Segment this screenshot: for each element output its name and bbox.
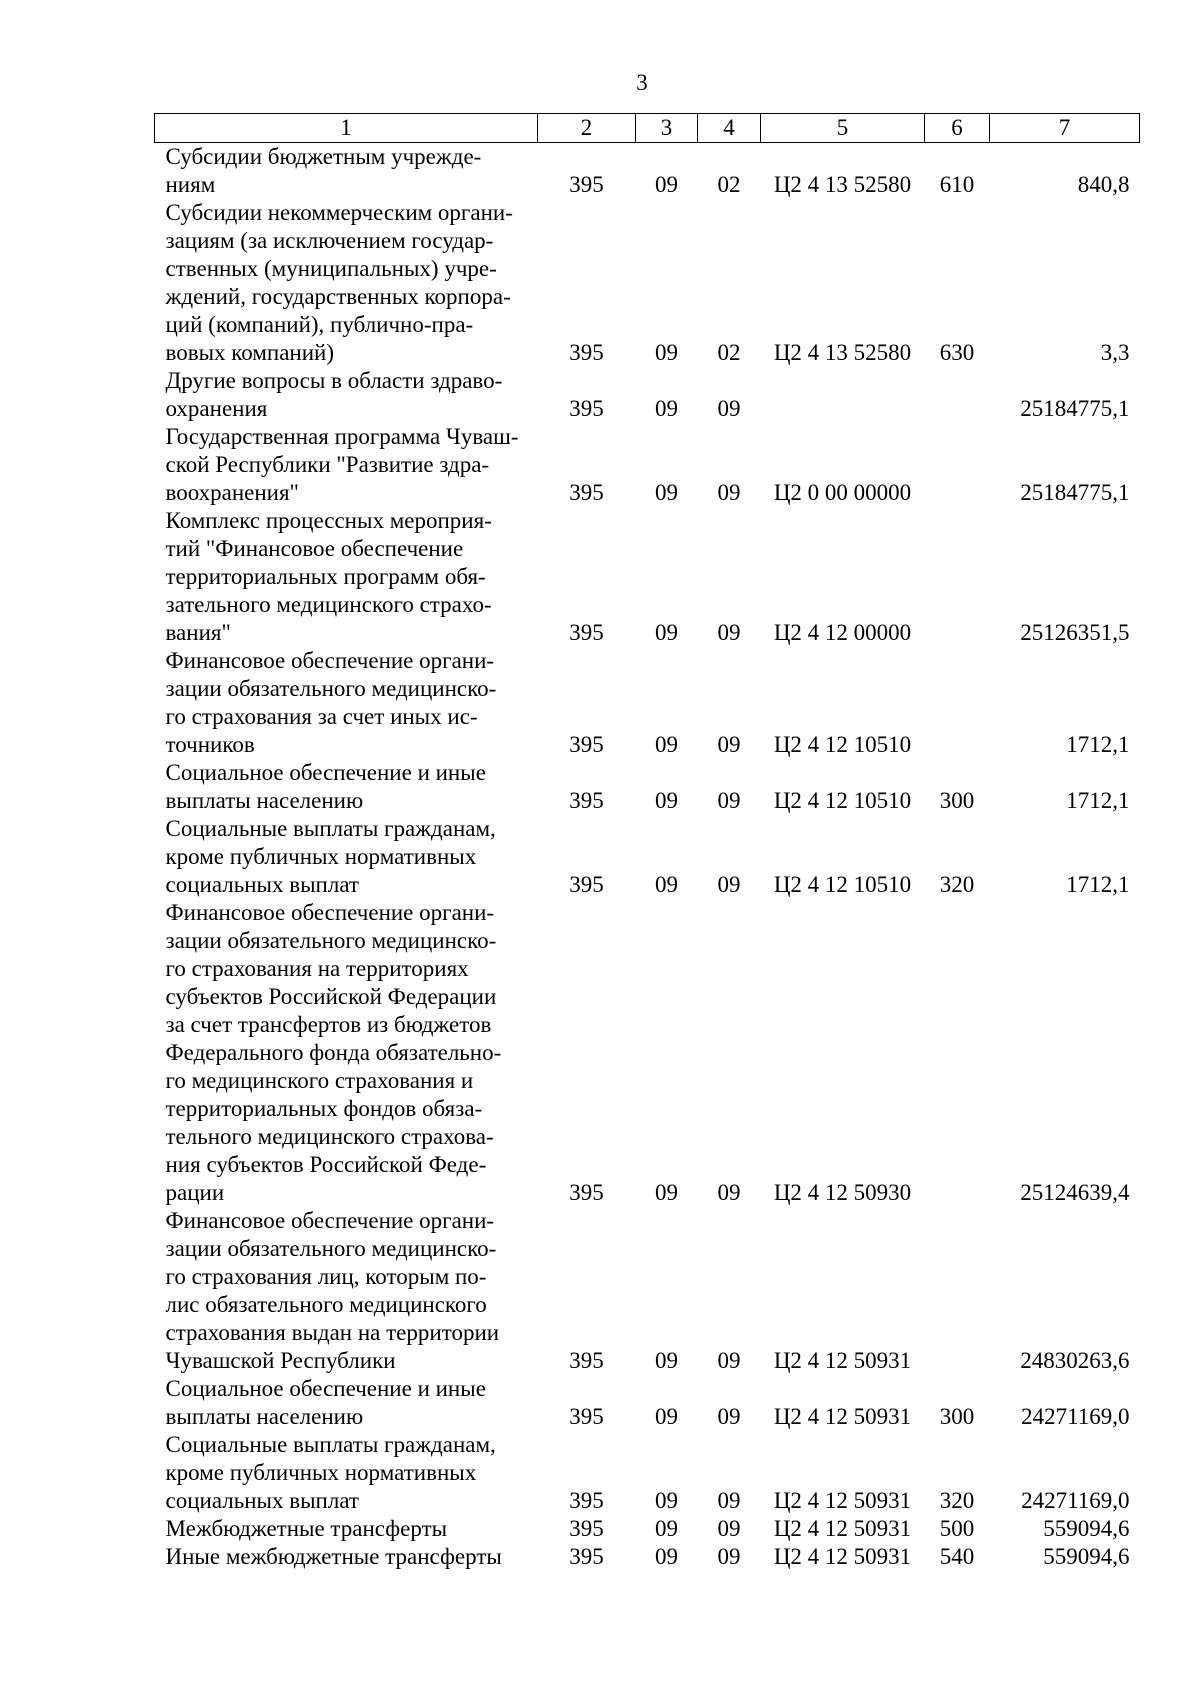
section-code: 09 <box>655 340 678 365</box>
target-article-code: Ц2 4 12 50931 <box>773 1348 912 1373</box>
section-code: 09 <box>655 872 678 897</box>
section-code: 09 <box>655 620 678 645</box>
table-row <box>155 899 1140 1207</box>
amount: 25184775,1 <box>1020 480 1130 505</box>
section-code: 09 <box>655 1488 678 1513</box>
subsection-code: 09 <box>717 732 741 757</box>
table-body <box>155 143 1140 1572</box>
table-row <box>155 815 1140 899</box>
section-code: 09 <box>655 1544 678 1569</box>
table-row <box>155 507 1140 647</box>
amount: 3,3 <box>1100 340 1130 365</box>
ministry-code: 395 <box>569 1404 604 1429</box>
row-description: Социальные выплаты гражданам, кроме публичных нормативных социальных выплат <box>165 1432 496 1513</box>
section-code: 09 <box>655 480 678 505</box>
target-article-code: Ц2 0 00 00000 <box>773 480 912 505</box>
expense-type-code <box>925 899 990 1207</box>
target-article-code: Ц2 4 12 00000 <box>773 620 912 645</box>
target-article-code: Ц2 4 12 50931 <box>773 1516 912 1541</box>
expense-type-code: 500 <box>939 1516 975 1541</box>
subsection-code: 02 <box>717 172 741 197</box>
ministry-code: 395 <box>569 172 604 197</box>
table-row <box>155 1207 1140 1375</box>
column-header: 4 <box>698 114 761 143</box>
amount: 1712,1 <box>1066 788 1130 813</box>
table-row <box>155 1543 1140 1571</box>
column-header: 1 <box>155 114 538 143</box>
row-description: Комплекс процессных мероприя- тий "Финансовое обеспечение территориальных программ обя- зательного медицинского страхо- вания" <box>165 508 492 645</box>
row-description: Субсидии бюджетным учрежде- ниям <box>165 144 482 197</box>
table-row <box>155 1375 1140 1431</box>
amount: 24830263,6 <box>1020 1348 1130 1373</box>
page-number: 3 <box>636 70 648 95</box>
section-code: 09 <box>655 1348 678 1373</box>
amount: 1712,1 <box>1066 732 1130 757</box>
amount: 840,8 <box>1077 172 1130 197</box>
amount: 559094,6 <box>1043 1544 1130 1569</box>
expense-type-code <box>925 423 990 507</box>
section-code: 09 <box>655 1516 678 1541</box>
row-description: Государственная программа Чуваш- ской Республики "Развитие здра- воохранения" <box>165 424 519 505</box>
section-code: 09 <box>655 172 678 197</box>
target-article-code: Ц2 4 12 10510 <box>773 872 912 897</box>
target-article-code <box>761 367 925 423</box>
target-article-code: Ц2 4 12 10510 <box>773 788 912 813</box>
subsection-code: 02 <box>717 340 741 365</box>
table-row <box>155 367 1140 423</box>
section-code: 09 <box>655 788 678 813</box>
expense-type-code: 320 <box>939 872 975 897</box>
row-description: Социальное обеспечение и иные выплаты населению <box>165 760 486 813</box>
expense-type-code: 300 <box>939 788 975 813</box>
expense-type-code: 300 <box>939 1404 975 1429</box>
ministry-code: 395 <box>569 396 604 421</box>
expense-type-code: 320 <box>939 1488 975 1513</box>
target-article-code: Ц2 4 13 52580 <box>773 172 912 197</box>
column-header: 2 <box>538 114 636 143</box>
section-code: 09 <box>655 396 678 421</box>
expense-type-code: 540 <box>939 1544 975 1569</box>
ministry-code: 395 <box>569 1488 604 1513</box>
row-description: Иные межбюджетные трансферты <box>165 1544 502 1569</box>
subsection-code: 09 <box>717 1516 741 1541</box>
row-description: Межбюджетные трансферты <box>165 1516 448 1541</box>
ministry-code: 395 <box>569 620 604 645</box>
target-article-code: Ц2 4 12 10510 <box>773 732 912 757</box>
subsection-code: 09 <box>717 1544 741 1569</box>
table-row <box>155 199 1140 367</box>
ministry-code: 395 <box>569 1516 604 1541</box>
amount: 24271169,0 <box>1021 1488 1130 1513</box>
row-description: Финансовое обеспечение органи- зации обязательного медицинско- го страхования на территориях субъектов Российской Федерации за счет трансфертов из бюджетов Федерального фонда обязательно- го медицинского страхования и территориальных фондов обяза- тельного медицинского страхова- ния субъектов Российской Феде- рации <box>165 900 502 1205</box>
row-description: Финансовое обеспечение органи- зации обязательного медицинско- го страхования лиц, которым по- лис обязательного медицинского страхования выдан на территории Чувашской Республики <box>165 1208 500 1373</box>
ministry-code: 395 <box>569 480 604 505</box>
expense-type-code <box>925 367 990 423</box>
subsection-code: 09 <box>717 872 741 897</box>
subsection-code: 09 <box>717 1348 741 1373</box>
column-header: 3 <box>636 114 698 143</box>
header-row <box>155 114 1140 143</box>
row-description: Другие вопросы в области здраво- охранения <box>165 368 503 421</box>
ministry-code: 395 <box>569 1544 604 1569</box>
amount: 559094,6 <box>1043 1516 1130 1541</box>
amount: 1712,1 <box>1066 872 1130 897</box>
ministry-code: 395 <box>569 788 604 813</box>
row-description: Субсидии некоммерческим органи- зациям (за исключением государ- ственных (муниципальных) учре- ждений, государственных корпора- ций (компаний), публично-пра- вовых компаний) <box>165 200 513 365</box>
table-row <box>155 647 1140 759</box>
target-article-code: Ц2 4 12 50931 <box>773 1404 912 1429</box>
section-code: 09 <box>655 1404 678 1429</box>
ministry-code: 395 <box>569 872 604 897</box>
expense-type-code <box>925 1207 990 1375</box>
subsection-code: 09 <box>717 396 741 421</box>
row-description: Финансовое обеспечение органи- зации обязательного медицинско- го страхования за счет иных ис- точников <box>165 648 497 757</box>
expense-type-code: 610 <box>939 172 975 197</box>
subsection-code: 09 <box>717 480 741 505</box>
subsection-code: 09 <box>717 1488 741 1513</box>
section-code: 09 <box>655 1180 678 1205</box>
row-description: Социальные выплаты гражданам, кроме публичных нормативных социальных выплат <box>165 816 496 897</box>
table-row <box>155 1515 1140 1543</box>
subsection-code: 09 <box>717 788 741 813</box>
column-header: 7 <box>990 114 1140 143</box>
amount: 25126351,5 <box>1020 620 1130 645</box>
target-article-code: Ц2 4 12 50931 <box>773 1544 912 1569</box>
column-header: 6 <box>925 114 990 143</box>
ministry-code: 395 <box>569 1180 604 1205</box>
column-header: 5 <box>761 114 925 143</box>
expense-type-code: 630 <box>939 340 975 365</box>
target-article-code: Ц2 4 12 50930 <box>773 1180 912 1205</box>
section-code: 09 <box>655 732 678 757</box>
subsection-code: 09 <box>717 1404 741 1429</box>
subsection-code: 09 <box>717 620 741 645</box>
target-article-code: Ц2 4 12 50931 <box>773 1488 912 1513</box>
row-description: Социальное обеспечение и иные выплаты населению <box>165 1376 486 1429</box>
ministry-code: 395 <box>569 340 604 365</box>
amount: 25184775,1 <box>1020 396 1130 421</box>
table-row <box>155 423 1140 507</box>
table-row <box>155 1431 1140 1515</box>
amount: 24271169,0 <box>1021 1404 1130 1429</box>
subsection-code: 09 <box>717 1180 741 1205</box>
expense-type-code <box>925 507 990 647</box>
ministry-code: 395 <box>569 732 604 757</box>
budget-table <box>154 113 1140 1571</box>
ministry-code: 395 <box>569 1348 604 1373</box>
table-row <box>155 143 1140 200</box>
table-row <box>155 759 1140 815</box>
expense-type-code <box>925 647 990 759</box>
amount: 25124639,4 <box>1020 1180 1130 1205</box>
target-article-code: Ц2 4 13 52580 <box>773 340 912 365</box>
